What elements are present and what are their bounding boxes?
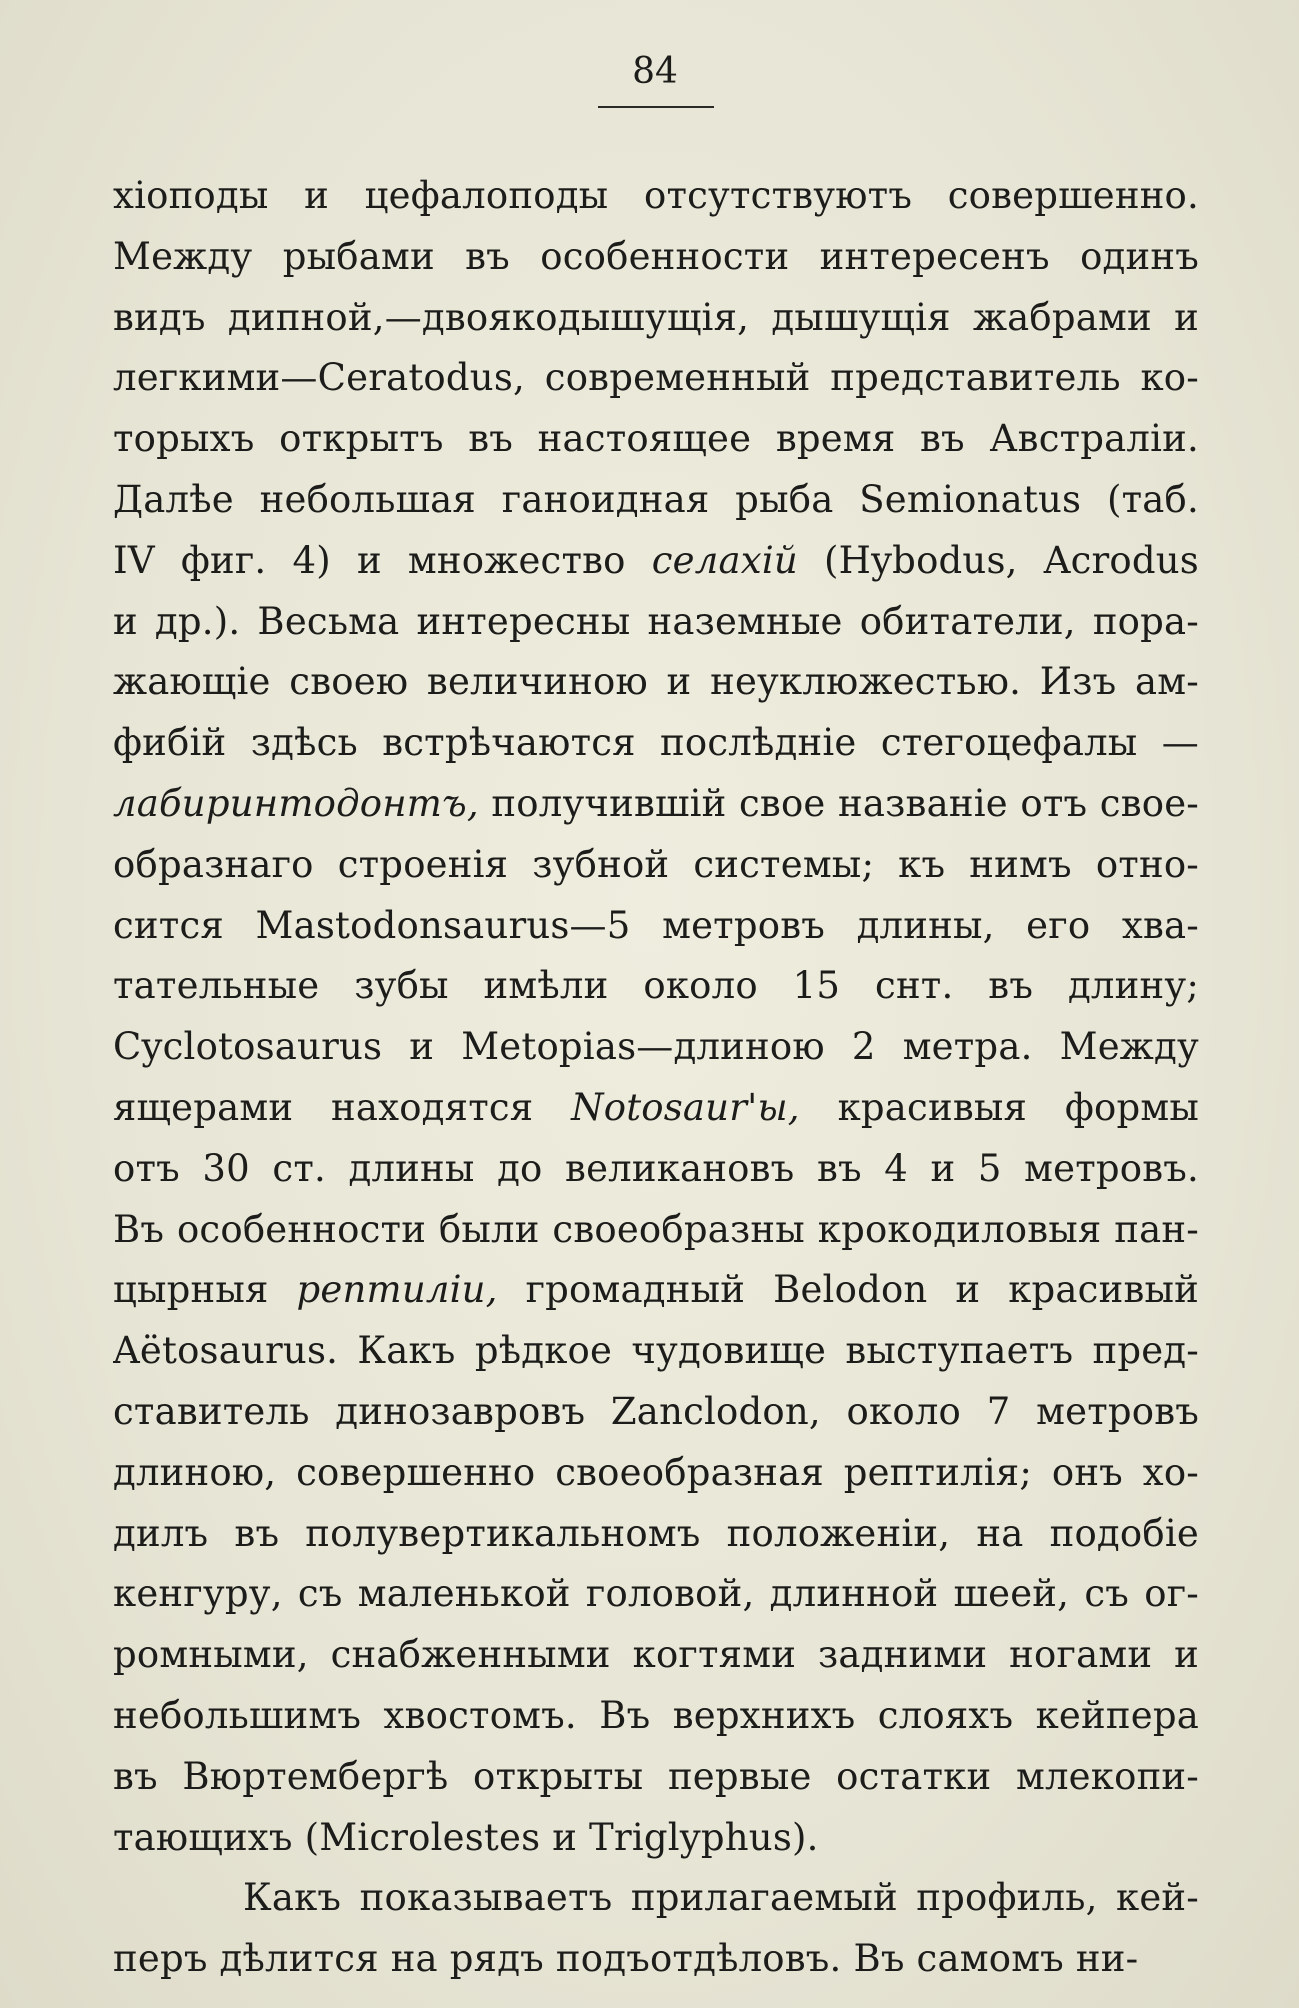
text-segment: легкими—Ceratodus, современный представитель ко- <box>113 356 1199 400</box>
text-segment: ставитель динозавровъ Zanclodon, около 7 метровъ <box>113 1389 1199 1433</box>
text-segment: въ Вюртембергѣ открыты первые остатки млекопи- <box>113 1754 1199 1798</box>
text-line <box>113 1321 1199 1382</box>
text-line <box>113 835 1199 896</box>
italic-term: рептиліи, <box>296 1268 498 1312</box>
text-segment: Cyclotosaurus и Metopias—длиною 2 метра. Между <box>113 1025 1199 1069</box>
text-segment: Между рыбами въ особенности интересенъ одинъ <box>113 234 1199 278</box>
text-line <box>113 1443 1199 1504</box>
page-number: 84 <box>632 51 678 92</box>
text-segment: небольшимъ хвостомъ. Въ верхнихъ слояхъ кейпера <box>113 1693 1199 1737</box>
text-segment: тающихъ (Microlestes и Triglyphus). <box>113 1815 819 1859</box>
text-line <box>113 166 1199 227</box>
text-segment: Какъ показываетъ прилагаемый профиль, кей- <box>243 1876 1199 1920</box>
text-line <box>113 774 1199 835</box>
text-line <box>113 1747 1199 1808</box>
text-segment: перъ дѣлится на рядъ подъотдѣловъ. Въ самомъ ни- <box>113 1937 1139 1981</box>
text-line <box>113 713 1199 774</box>
text-line <box>113 1382 1199 1443</box>
text-line <box>113 1929 1199 1990</box>
text-segment: ящерами находятся <box>113 1085 572 1129</box>
text-segment: громадный Belodon и красивый <box>497 1268 1199 1312</box>
italic-term: селахій <box>651 538 798 582</box>
text-segment: цырныя <box>113 1268 297 1312</box>
text-line <box>113 1808 1199 1869</box>
text-segment: хіоподы и цефалоподы отсутствуютъ совершенно. <box>113 174 1199 217</box>
text-segment: сится Mastodonsaurus—5 метровъ длины, его хва- <box>113 903 1199 947</box>
page-number-rule <box>598 106 714 108</box>
text-body <box>113 166 1199 1990</box>
text-line <box>113 1200 1199 1261</box>
text-segment: Въ особенности были своеобразны крокодиловыя пан- <box>113 1207 1199 1251</box>
text-segment: кенгуру, съ маленькой головой, длинной шеей, съ ог- <box>113 1572 1199 1616</box>
text-segment: Aëtosaurus. Какъ рѣдкое чудовище выступаетъ пред- <box>113 1329 1199 1373</box>
text-line <box>113 1625 1199 1686</box>
text-line <box>113 652 1199 713</box>
text-line <box>113 409 1199 470</box>
text-segment: длиною, совершенно своеобразная рептилія; онъ хо- <box>113 1450 1199 1494</box>
text-segment: (Hybodus, Acrodus <box>797 538 1199 582</box>
text-line <box>113 1564 1199 1625</box>
text-segment: фибій здѣсь встрѣчаются послѣдніе стегоцефалы — <box>113 721 1199 765</box>
text-line <box>113 592 1199 653</box>
text-line <box>113 348 1199 409</box>
text-line <box>113 470 1199 531</box>
text-line <box>113 956 1199 1017</box>
text-line <box>113 896 1199 957</box>
text-line <box>113 227 1199 288</box>
text-segment: красивыя формы <box>799 1085 1199 1129</box>
text-line <box>113 1260 1199 1321</box>
text-line <box>113 1139 1199 1200</box>
text-segment: отъ 30 ст. длины до великановъ въ 4 и 5 метровъ. <box>113 1146 1199 1190</box>
text-segment: Далѣе небольшая ганоидная рыба Semionatus (таб. <box>113 477 1199 521</box>
italic-term: Notosaur'ы, <box>571 1085 800 1129</box>
text-segment: жающіе своею величиною и неуклюжестью. Изъ ам- <box>113 660 1199 704</box>
text-segment: видъ дипной,—двоякодышущія, дышущія жабрами и <box>113 295 1199 339</box>
text-line <box>113 1686 1199 1747</box>
text-segment: тательные зубы имѣли около 15 снт. въ длину; <box>113 964 1199 1008</box>
text-segment: и др.). Весьма интересны наземные обитатели, пора- <box>113 599 1199 643</box>
text-segment: получившій свое названіе отъ свое- <box>478 781 1199 825</box>
text-segment: торыхъ открытъ въ настоящее время въ Австраліи. <box>113 417 1199 461</box>
text-segment: IV фиг. 4) и множество <box>113 538 652 582</box>
text-segment: дилъ въ полувертикальномъ положеніи, на подобіе <box>113 1511 1199 1555</box>
text-line <box>113 1504 1199 1565</box>
text-line <box>113 288 1199 349</box>
text-segment: ромными, снабженными когтями задними ногами и <box>113 1633 1199 1677</box>
text-line <box>113 1868 1199 1929</box>
text-line <box>113 1078 1199 1139</box>
italic-term: лабиринтодонтъ, <box>113 781 479 825</box>
text-segment: образнаго строенія зубной системы; къ нимъ отно- <box>113 842 1199 886</box>
text-line <box>113 531 1199 592</box>
text-line <box>113 1017 1199 1078</box>
